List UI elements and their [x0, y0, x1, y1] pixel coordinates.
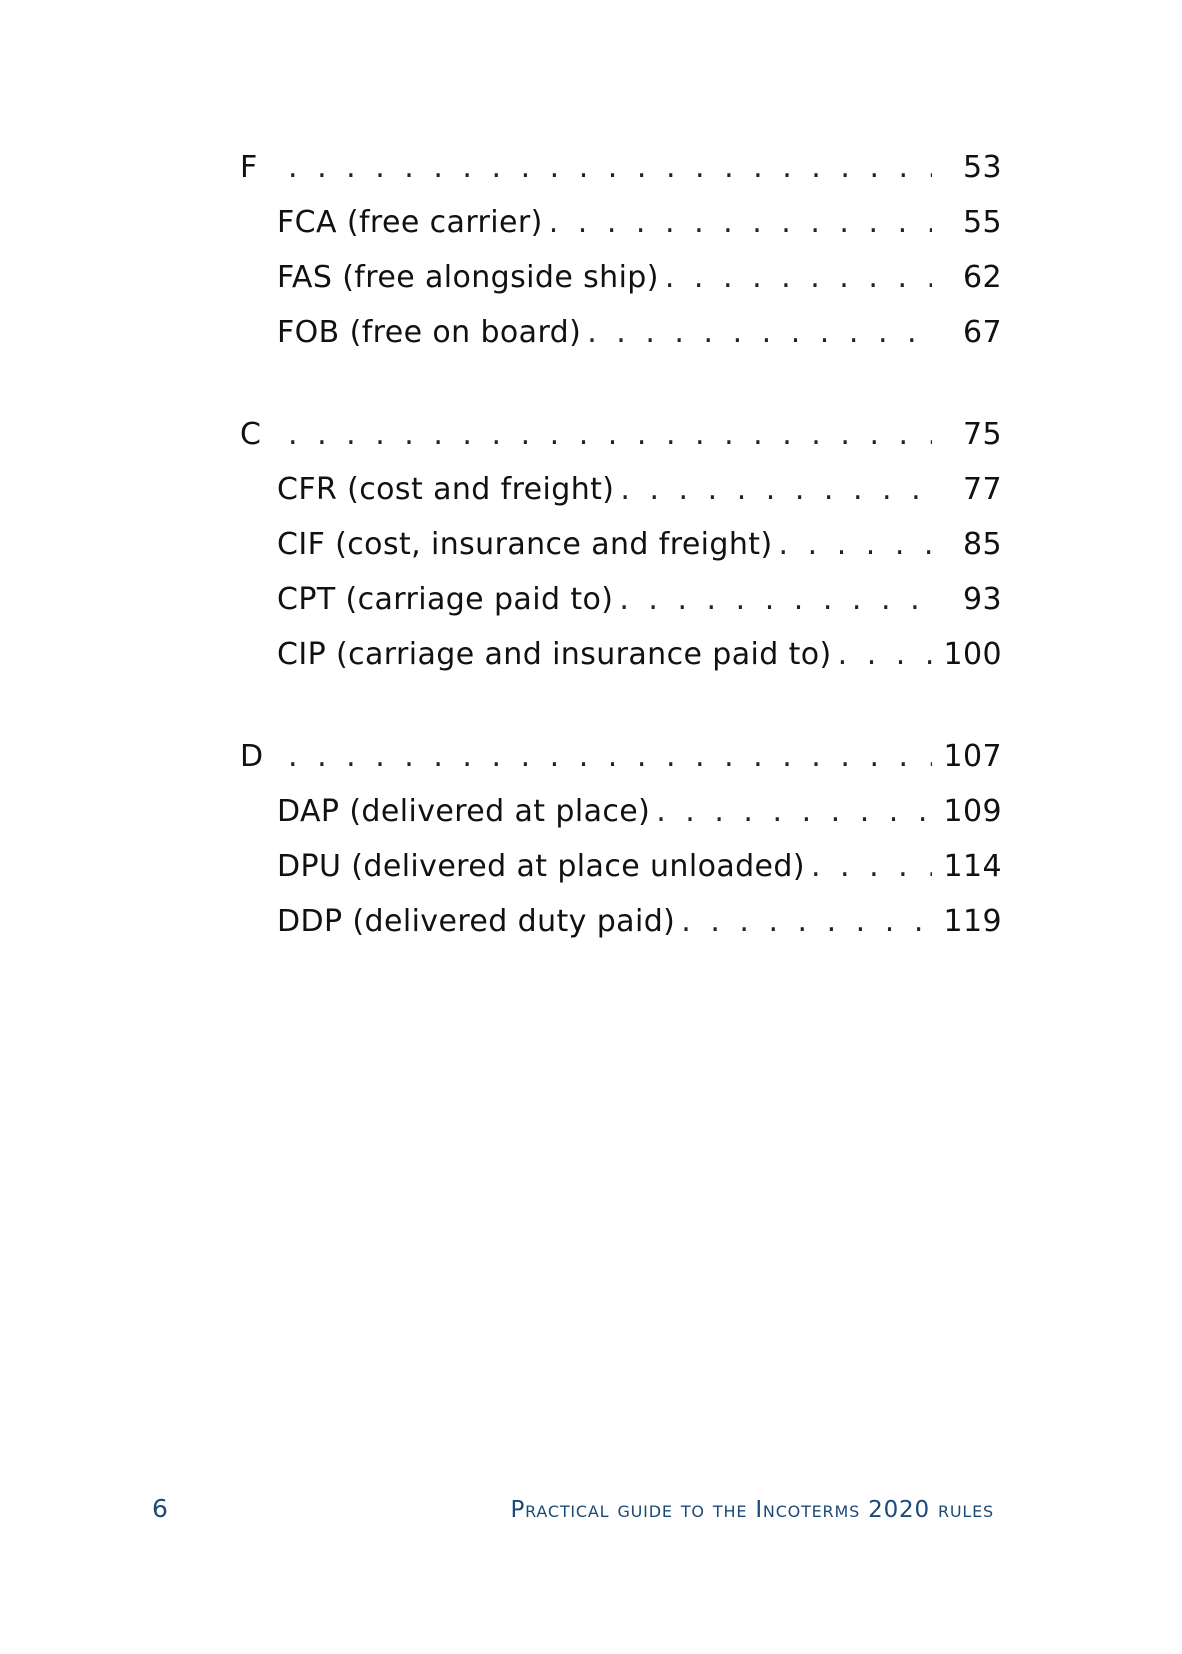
- dot-leader: [549, 195, 932, 250]
- toc-entry-cpt[interactable]: [240, 572, 1002, 627]
- toc-entry-dap[interactable]: [240, 784, 1002, 839]
- toc-page-number: 109: [943, 794, 1002, 829]
- dot-leader: [288, 140, 932, 195]
- toc-entry-label: DPU (delivered at place unloaded): [277, 849, 805, 884]
- toc-page-number: 85: [963, 527, 1002, 562]
- toc-heading-d[interactable]: [240, 729, 1002, 784]
- toc-page-number: 55: [963, 205, 1002, 240]
- toc-group-f: [240, 140, 1002, 360]
- toc-heading-label: F: [240, 150, 258, 185]
- toc-page-number: 53: [963, 150, 1002, 185]
- toc-page-number: 75: [963, 417, 1002, 452]
- dot-leader: [811, 839, 932, 894]
- toc-entry-cfr[interactable]: [240, 462, 1002, 517]
- toc-entry-label: CPT (carriage paid to): [277, 582, 614, 617]
- dot-leader: [587, 305, 932, 360]
- page-footer: [152, 1494, 994, 1523]
- dot-leader: [619, 572, 932, 627]
- footer-page-number: 6: [152, 1494, 168, 1523]
- table-of-contents: [240, 140, 1002, 996]
- dot-leader: [288, 729, 932, 784]
- toc-entry-dpu[interactable]: [240, 839, 1002, 894]
- toc-heading-label: C: [240, 417, 262, 452]
- dot-leader: [681, 894, 932, 949]
- toc-page-number: 100: [943, 637, 1002, 672]
- toc-group-d: [240, 729, 1002, 949]
- toc-page-number: 119: [943, 904, 1002, 939]
- dot-leader: [838, 627, 932, 682]
- dot-leader: [288, 407, 932, 462]
- toc-page-number: 67: [963, 315, 1002, 350]
- footer-running-title: Practical guide to the Incoterms 2020 rules: [510, 1497, 994, 1523]
- toc-entry-fca[interactable]: [240, 195, 1002, 250]
- dot-leader: [779, 517, 932, 572]
- toc-entry-label: FOB (free on board): [277, 315, 582, 350]
- toc-entry-label: DAP (delivered at place): [277, 794, 651, 829]
- toc-entry-label: DDP (delivered duty paid): [277, 904, 676, 939]
- toc-page-number: 77: [963, 472, 1002, 507]
- toc-entry-label: FCA (free carrier): [277, 205, 543, 240]
- toc-heading-f[interactable]: [240, 140, 1002, 195]
- toc-page-number: 62: [963, 260, 1002, 295]
- toc-group-c: [240, 407, 1002, 682]
- toc-entry-label: CIP (carriage and insurance paid to): [277, 637, 832, 672]
- toc-page-number: 114: [943, 849, 1002, 884]
- dot-leader: [620, 462, 932, 517]
- dot-leader: [665, 250, 932, 305]
- toc-entry-cif[interactable]: [240, 517, 1002, 572]
- toc-entry-label: CFR (cost and freight): [277, 472, 615, 507]
- toc-heading-c[interactable]: [240, 407, 1002, 462]
- toc-entry-ddp[interactable]: [240, 894, 1002, 949]
- toc-page-number: 107: [943, 739, 1002, 774]
- dot-leader: [656, 784, 932, 839]
- toc-entry-label: CIF (cost, insurance and freight): [277, 527, 773, 562]
- toc-entry-fas[interactable]: [240, 250, 1002, 305]
- toc-entry-cip[interactable]: [240, 627, 1002, 682]
- toc-heading-label: D: [240, 739, 264, 774]
- toc-page-number: 93: [963, 582, 1002, 617]
- toc-entry-label: FAS (free alongside ship): [277, 260, 659, 295]
- toc-entry-fob[interactable]: [240, 305, 1002, 360]
